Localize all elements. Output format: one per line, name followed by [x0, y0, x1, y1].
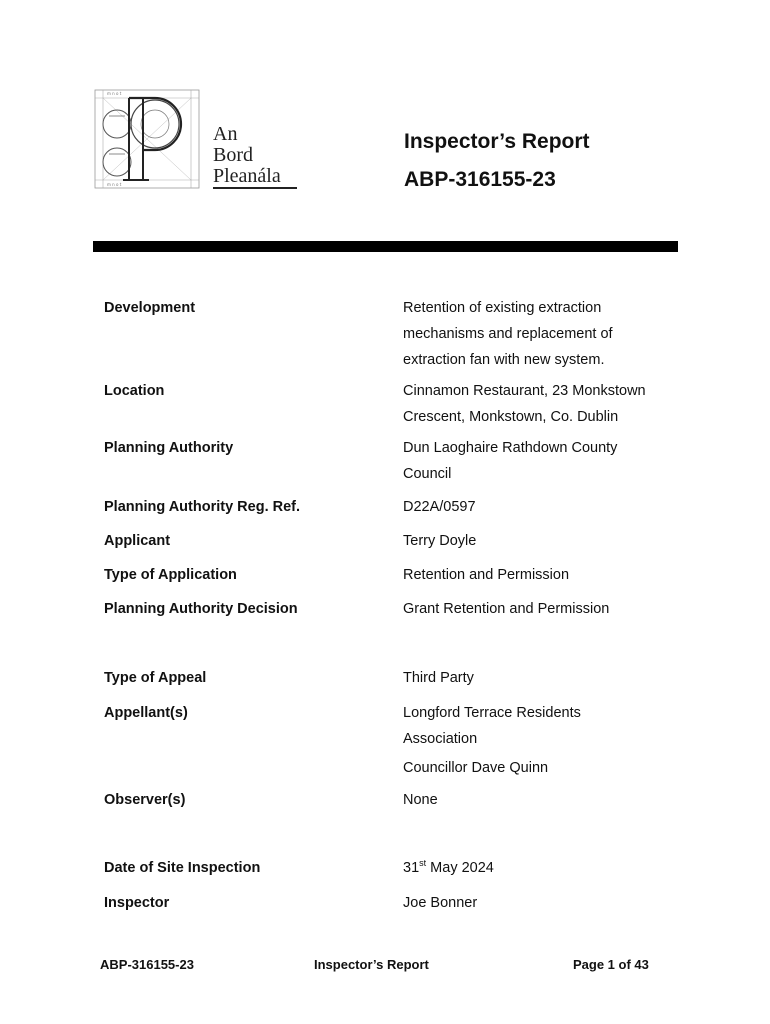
svg-text:m n o t: m n o t	[107, 91, 122, 96]
detail-value	[403, 855, 703, 881]
footer-reference: ABP-316155-23	[100, 957, 194, 972]
detail-value: Joe Bonner	[403, 895, 478, 911]
detail-value: None	[403, 792, 438, 808]
detail-value: Grant Retention and Permission	[403, 601, 610, 617]
logo-word-bord: Bord	[213, 144, 253, 166]
value-line: Councillor Dave Quinn	[403, 760, 549, 776]
header-divider	[93, 241, 678, 252]
value-line: Longford Terrace Residents	[403, 705, 581, 721]
value-line: mechanisms and replacement of	[403, 326, 613, 342]
detail-value: D22A/0597	[403, 499, 476, 515]
detail-value: Terry Doyle	[403, 533, 477, 549]
value-line: Council	[403, 466, 452, 482]
logo-underline	[213, 187, 297, 189]
value-line: Dun Laoghaire Rathdown County	[403, 440, 618, 456]
value-line: Association	[403, 731, 478, 747]
logo-word-an: An	[213, 123, 238, 145]
value-line: Cinnamon Restaurant, 23 Monkstown	[403, 383, 646, 399]
value-line: Crescent, Monkstown, Co. Dublin	[403, 409, 619, 425]
detail-label: Planning Authority	[104, 440, 234, 456]
report-reference: ABP-316155-23	[404, 168, 556, 191]
footer-page-number: Page 1 of 43	[573, 957, 649, 972]
detail-label: Type of Application	[104, 567, 237, 583]
detail-label: Type of Appeal	[104, 670, 207, 686]
detail-value	[403, 700, 703, 781]
report-title: Inspector’s Report	[404, 130, 590, 153]
detail-value	[403, 378, 703, 430]
value-line: extraction fan with new system.	[403, 352, 605, 368]
detail-value: Third Party	[403, 670, 474, 686]
detail-label: Planning Authority Decision	[104, 601, 298, 617]
detail-label: Planning Authority Reg. Ref.	[104, 499, 301, 515]
date-suffix: st	[419, 858, 427, 869]
detail-label: Applicant	[104, 533, 171, 549]
detail-label: Development	[104, 300, 196, 316]
date-day: 31	[403, 860, 420, 876]
logo-word-pleanala: Pleanála	[213, 165, 281, 187]
detail-value: Retention and Permission	[403, 567, 570, 583]
detail-label: Location	[104, 383, 165, 399]
an-bord-pleanala-logo	[93, 88, 201, 190]
date-rest: May 2024	[426, 860, 494, 876]
detail-value	[403, 435, 703, 487]
logo-wordmark	[213, 124, 281, 187]
detail-label: Observer(s)	[104, 792, 186, 808]
report-header	[404, 128, 590, 194]
detail-value	[403, 295, 703, 373]
svg-text:m n o t: m n o t	[107, 182, 122, 187]
detail-label: Appellant(s)	[104, 705, 188, 721]
value-line: Retention of existing extraction	[403, 300, 602, 316]
footer-title: Inspector’s Report	[314, 957, 429, 972]
detail-label: Inspector	[104, 895, 170, 911]
detail-label: Date of Site Inspection	[104, 860, 261, 876]
